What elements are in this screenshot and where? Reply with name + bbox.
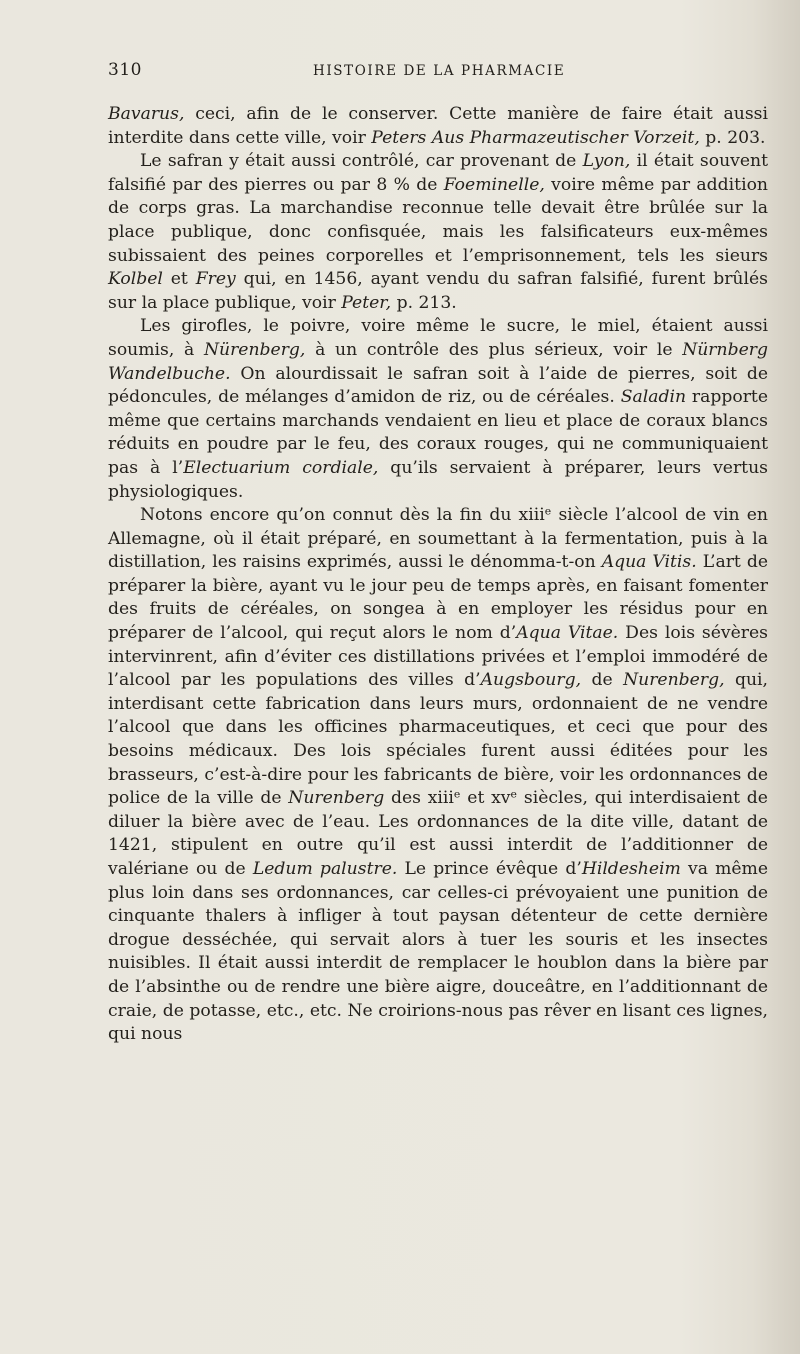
italic-reference: Hildesheim [581,859,681,879]
text-run: rapporte même que certains marchands vendaient en lieu et place de coraux blancs réduits en poudre par le feu, des coraux rouges, qui ne communiquaient pas à l’ [108,387,768,478]
page-header [108,60,768,86]
text-run: à un contrôle des plus sérieux, voir le [305,339,683,360]
italic-reference: Augsbourg, [480,670,582,691]
body-text [108,103,768,1047]
text-run: et [162,269,196,290]
italic-reference: Nurenberg, [623,670,725,691]
paragraph-2 [108,150,768,315]
text-run: qui, en 1456, ayant vendu du safran falsifié, furent brûlés sur la place publique, voir [108,269,768,313]
italic-reference: Foeminelle, [443,174,545,195]
text-run: Des lois sévères intervinrent, afin d’éviter ces distillations privées et l’emploi immodéré de l’alcool par les populations des villes d’ [108,623,769,691]
text-run: Notons encore qu’on connut dès la fin du xiiiᵉ siècle l’alcool de vin en Allemagne, où il était préparé, en soumettant à la fermentation, puis à la distillation, les raisins exprimés, aussi le dénomma-t-on [108,505,768,573]
text-run: On alourdissait le safran soit à l’aide de pierres, soit de pédoncules, de mélanges d’amidon de riz, ou de céréales. [108,363,768,408]
paragraph-3 [108,315,768,504]
italic-reference: Nürenberg, [203,339,306,360]
italic-reference: Electuarium cordiale, [183,457,379,478]
italic-reference: Peters Aus Pharmazeutischer Vorzeit, [371,127,700,148]
text-run: voire même par addition de corps gras. La marchandise reconnue telle devait être brûlée sur la place publique, donc confisquée, mais les falsificateurs eux-mêmes subissaient des peines corporelles et l’emprisonnement, tels les sieurs [108,174,768,266]
italic-reference: Frey [195,269,236,290]
italic-reference: Peter, [341,292,392,313]
italic-reference: Nürnberg Wandelbuche. [108,339,768,384]
italic-reference: Aqua Vitis. [601,552,697,573]
text-run: des xiiiᵉ et xvᵉ siècles, qui interdisaient de diluer la bière avec de l’eau. Les ordonnances de la dite ville, datant de 1421, stipulent en outre qu’il est aussi interdit de l’additionner de valériane ou de [108,788,768,879]
text-run: Le safran y était aussi contrôlé, car provenant de [140,151,583,172]
italic-reference: Kolbel [108,269,163,290]
paragraph-4 [108,504,768,1047]
italic-reference: Saladin [620,387,687,408]
text-run: va même plus loin dans ses ordonnances, car celles-ci prévoyaient une punition de cinquante thalers à infliger à tout paysan détenteur de cette dernière drogue desséchée, qui servait alors à tuer les souris et les insectes nuisibles. Il était aussi interdit de remplacer le houblon dans la bière par de l’absinthe ou de rendre une bière aigre, douceâtre, en l’additionnant de craie, de potasse, etc., etc. Ne croirions-nous pas rêver en lisant ces lignes, qui nous [108,859,769,1045]
italic-reference: Ledum palustre. [252,859,398,879]
italic-reference: Lyon, [582,151,631,172]
text-run: qu’ils servaient à préparer, leurs vertus physiologiques. [108,457,768,502]
text-run: p. 213. [391,292,457,313]
page-number: 310 [108,60,142,80]
running-title: HISTOIRE DE LA PHARMACIE [313,63,566,79]
italic-reference: Aqua Vitae. [516,623,619,644]
paragraph-1 [108,103,768,150]
text-run: de [581,670,624,691]
italic-reference: Bavarus, [108,104,185,124]
italic-reference: Nurenberg [288,788,385,809]
text-run: il était souvent falsifié par des pierres ou par 8 % de [108,151,768,195]
text-run: p. 203. [699,127,766,148]
text-run: L’art de préparer la bière, ayant vu le jour peu de temps après, en faisant fomenter des fruits de céréales, on songea à en employer les résidus pour en préparer de l’alcool, qui reçut alors le nom d’ [108,552,768,644]
text-run: Le prince évêque d’ [397,859,582,879]
text-run: qui, interdisant cette fabrication dans leurs murs, ordonnaient de ne vendre l’alcool que dans les officines pharmaceutiques, et ceci que pour des besoins médicaux. Des lois spéciales furent aussi éditées pour les brasseurs, c’est-à-dire pour les fabricants de bière, voir les ordonnances de police de la ville de [108,670,769,809]
text-run: Les girofles, le poivre, voire même le sucre, le miel, étaient aussi soumis, à [108,316,768,360]
text-run: ceci, afin de le conserver. Cette manière de faire était aussi interdite dans cette ville, voir [108,104,768,148]
